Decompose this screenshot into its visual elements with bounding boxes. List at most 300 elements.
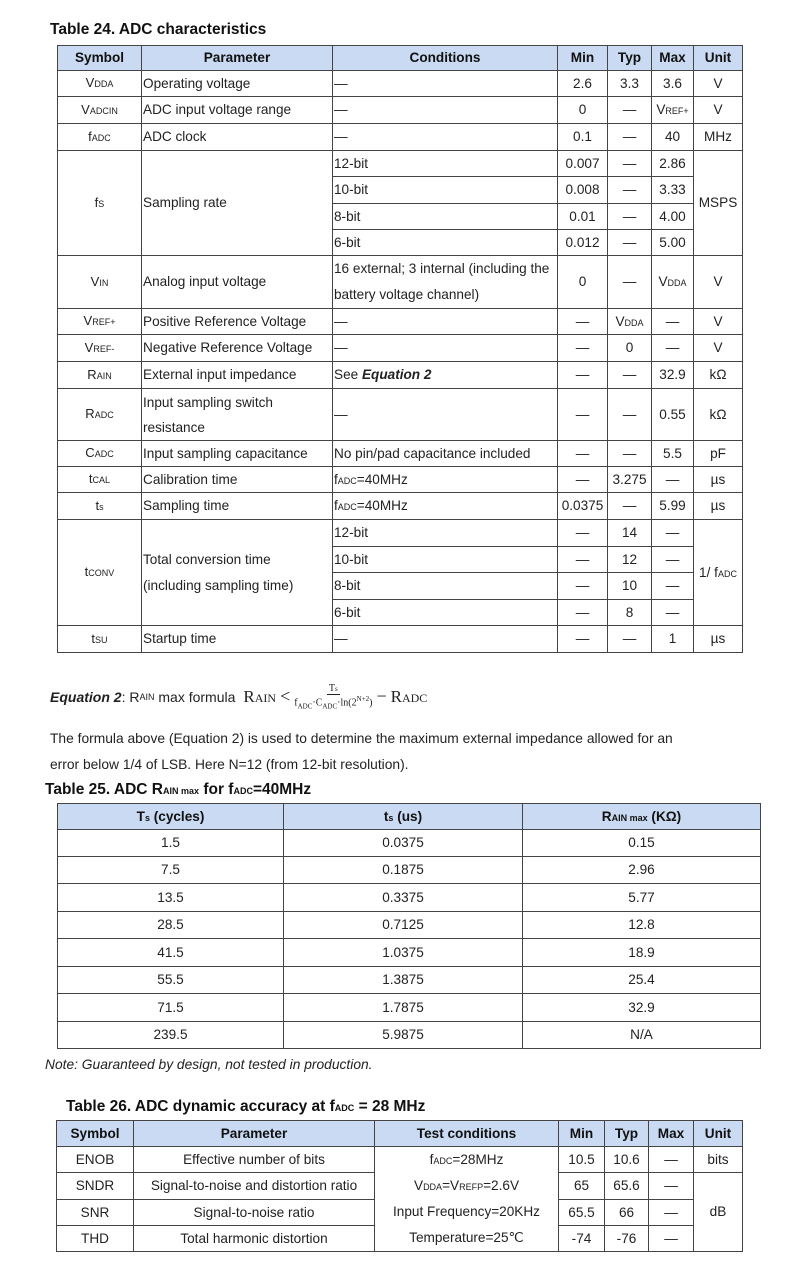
header-max: Max (649, 1121, 694, 1147)
symbol-cell (58, 493, 142, 520)
max-cell: 3.33 (652, 177, 694, 204)
symbol-main: V (83, 313, 93, 329)
parameter-cell: Operating voltage (142, 71, 333, 97)
unit-cell: bits (694, 1147, 743, 1173)
table-row (58, 124, 743, 151)
table-row (58, 884, 761, 912)
parameter-cell: Total harmonic distortion (134, 1226, 375, 1252)
typ-cell: 3.275 (608, 467, 652, 493)
rain-max-cell: 32.9 (523, 994, 761, 1022)
equation-colon: : (121, 688, 130, 705)
rain-max-cell: 0.15 (523, 830, 761, 857)
condition-fadc (375, 1147, 558, 1173)
header-min: Min (559, 1121, 605, 1147)
conditions-cell (333, 493, 558, 520)
max-cell: — (649, 1147, 694, 1173)
header-symbol: Symbol (57, 1121, 134, 1147)
unit-cell: V (694, 97, 743, 124)
parameter-cell: Sampling time (142, 493, 333, 520)
parameter-cell: ADC clock (142, 124, 333, 151)
conditions-cell: 10-bit (333, 177, 558, 204)
max-cell (652, 97, 694, 124)
header-min: Min (558, 46, 608, 71)
typ-cell: — (608, 493, 652, 520)
min-cell: -74 (559, 1226, 605, 1252)
typ-cell: — (608, 441, 652, 467)
min-cell: 0 (558, 97, 608, 124)
table26-dynamic-accuracy (56, 1120, 743, 1252)
rhs-main: R (390, 686, 402, 706)
ts-us-cell: 5.9875 (284, 1022, 523, 1049)
min-cell: 0.008 (558, 177, 608, 204)
numerator-subscript: s (335, 685, 338, 693)
conditions-cell: 16 external; 3 internal (including the battery voltage channel) (333, 256, 558, 309)
max-cell: 3.6 (652, 71, 694, 97)
cond-subscript: DDA (423, 1182, 443, 1192)
table-row (58, 626, 743, 653)
max-cell: 1 (652, 626, 694, 653)
table24-title: Table 24. ADC characteristics (50, 21, 267, 38)
typ-cell: — (608, 389, 652, 441)
ts-cycles-cell: 41.5 (58, 939, 284, 967)
table24-adc-characteristics (57, 45, 743, 653)
rhs-subscript: ADC (401, 690, 428, 705)
cond-rest: =V (442, 1178, 460, 1193)
parameter-cell: Startup time (142, 626, 333, 653)
typ-cell: — (608, 177, 652, 204)
symbol-cell (58, 97, 142, 124)
parameter-cell: Signal-to-noise ratio (134, 1200, 375, 1226)
typ-cell: 10 (608, 573, 652, 600)
symbol-main: t (88, 471, 93, 487)
symbol-subscript: SU (95, 634, 108, 645)
ts-us-cell: 0.1875 (284, 857, 523, 884)
conditions-cell (333, 362, 558, 389)
conditions-cell: 10-bit (333, 547, 558, 573)
less-than-operator: < (280, 686, 291, 707)
table-row (58, 830, 761, 857)
symbol-subscript: ADC (94, 449, 114, 460)
condition-vdda (375, 1173, 558, 1199)
min-cell: — (558, 309, 608, 335)
equation-explanation (50, 726, 770, 778)
symbol-main: V (90, 273, 100, 289)
symbol-cell: SNDR (57, 1173, 134, 1200)
min-cell: — (558, 335, 608, 362)
symbol-cell (58, 335, 142, 362)
header-max: Max (652, 46, 694, 71)
condition-temperature: Temperature=25℃ (409, 1230, 524, 1245)
max-cell: — (649, 1200, 694, 1226)
ts-cycles-cell: 239.5 (58, 1022, 284, 1049)
typ-main: V (615, 313, 625, 329)
max-cell: — (652, 467, 694, 493)
unit-cell: MSPS (694, 151, 743, 256)
conditions-cell: 12-bit (333, 520, 558, 547)
max-cell: 5.00 (652, 230, 694, 256)
header-test-conditions: Test conditions (375, 1121, 559, 1147)
table24-header-row (58, 46, 743, 71)
unit-cell: V (694, 335, 743, 362)
header-ts-cycles (58, 804, 284, 830)
ts-cycles-cell: 71.5 (58, 994, 284, 1022)
symbol-cell (58, 362, 142, 389)
symbol-cell (58, 151, 142, 256)
min-cell: — (558, 626, 608, 653)
symbol-cell (58, 520, 142, 626)
conditions-cell: — (333, 71, 558, 97)
conditions-cell: — (333, 335, 558, 362)
min-cell: 0 (558, 256, 608, 309)
max-cell: — (652, 335, 694, 362)
typ-subscript: DDA (624, 317, 644, 328)
table-row (58, 994, 761, 1022)
min-cell: 65.5 (559, 1200, 605, 1226)
symbol-main: R (87, 366, 97, 382)
typ-cell: — (608, 626, 652, 653)
typ-cell: — (608, 151, 652, 177)
fraction-numerator (327, 683, 340, 695)
table-row (58, 1022, 761, 1049)
conditions-cell: — (333, 626, 558, 653)
table-row (58, 441, 743, 467)
unit-subscript: ADC (717, 568, 737, 579)
max-cell: 5.99 (652, 493, 694, 520)
ts-us-cell: 0.7125 (284, 912, 523, 939)
typ-cell: — (608, 230, 652, 256)
symbol-subscript: IN (99, 277, 109, 288)
equation-label: Equation 2 (50, 688, 122, 705)
min-cell: 0.1 (558, 124, 608, 151)
header-subscript: s (388, 812, 394, 823)
min-cell: — (558, 547, 608, 573)
parameter-cell: Analog input voltage (142, 256, 333, 309)
numerator-main: T (328, 683, 336, 694)
min-cell: 2.6 (558, 71, 608, 97)
symbol-main: V (81, 101, 90, 117)
cond-main: f (334, 498, 338, 514)
ts-cycles-cell: 28.5 (58, 912, 284, 939)
table-row (58, 967, 761, 994)
table-row (58, 151, 743, 177)
min-cell: 0.012 (558, 230, 608, 256)
ts-cycles-cell: 13.5 (58, 884, 284, 912)
parameter-cell: Signal-to-noise and distortion ratio (134, 1173, 375, 1200)
unit-cell (694, 520, 743, 626)
typ-cell: — (608, 97, 652, 124)
conditions-cell: 8-bit (333, 204, 558, 230)
symbol-main: C (85, 445, 95, 461)
parameter-cell: Total conversion time (including sampling time) (142, 520, 333, 626)
max-subscript: REF+ (665, 106, 689, 117)
symbol-main: f (94, 194, 99, 210)
lhs-subscript: AIN (254, 690, 277, 705)
max-cell: 5.5 (652, 441, 694, 467)
header-rest: (KΩ) (647, 808, 682, 824)
unit-cell: pF (694, 441, 743, 467)
symbol-cell: SNR (57, 1200, 134, 1226)
rain-max-cell: 25.4 (523, 967, 761, 994)
cond-rest: =40MHz (356, 471, 408, 487)
cond-main: f (429, 1152, 434, 1167)
title-prefix: Table 26. ADC dynamic accuracy at f (66, 1098, 335, 1115)
parameter-cell: External input impedance (142, 362, 333, 389)
min-cell: — (558, 520, 608, 547)
max-cell: — (649, 1226, 694, 1252)
table-row (58, 362, 743, 389)
table-row (58, 335, 743, 362)
unit-cell: µs (694, 493, 743, 520)
test-conditions-cell (375, 1147, 559, 1252)
header-symbol: Symbol (58, 46, 142, 71)
conditions-cell: — (333, 97, 558, 124)
title-subscript-2: ADC (233, 786, 253, 796)
header-rest: (us) (393, 808, 423, 824)
min-cell: 10.5 (559, 1147, 605, 1173)
conditions-cell: 6-bit (333, 230, 558, 256)
rain-max-cell: 18.9 (523, 939, 761, 967)
conditions-cell: — (333, 124, 558, 151)
table25-title (45, 781, 311, 799)
equation-fraction (294, 683, 372, 710)
header-conditions: Conditions (333, 46, 558, 71)
title-mid: for f (199, 781, 234, 798)
max-main: V (658, 274, 668, 290)
ts-us-cell: 1.0375 (284, 939, 523, 967)
rain-max-cell: 12.8 (523, 912, 761, 939)
max-cell: — (652, 547, 694, 573)
symbol-subscript: S (98, 198, 105, 209)
symbol-cell (58, 256, 142, 309)
header-typ: Typ (605, 1121, 649, 1147)
rain-max-cell: N/A (523, 1022, 761, 1049)
ts-us-cell: 1.3875 (284, 967, 523, 994)
condition-input-frequency: Input Frequency=20KHz (393, 1204, 540, 1219)
table26-header-row (57, 1121, 743, 1147)
typ-cell: 12 (608, 547, 652, 573)
table-row (57, 1147, 743, 1173)
typ-cell: — (608, 256, 652, 309)
unit-cell: V (694, 71, 743, 97)
min-cell: 0.01 (558, 204, 608, 230)
max-cell: — (652, 309, 694, 335)
symbol-subscript: AIN (96, 370, 112, 381)
header-rain-max (523, 804, 761, 830)
symbol-subscript: DDA (94, 79, 114, 90)
ts-us-cell: 0.0375 (284, 830, 523, 857)
unit-cell: µs (694, 626, 743, 653)
parameter-cell: Positive Reference Voltage (142, 309, 333, 335)
equation-desc-subscript: AIN (139, 691, 155, 702)
parameter-cell: Input sampling switch resistance (142, 389, 333, 441)
symbol-cell (58, 441, 142, 467)
header-main: R (601, 808, 612, 824)
parameter-cell: Negative Reference Voltage (142, 335, 333, 362)
typ-cell: — (608, 362, 652, 389)
max-cell: — (652, 573, 694, 600)
rain-max-cell: 2.96 (523, 857, 761, 884)
header-main: T (136, 808, 145, 824)
table-row (58, 520, 743, 547)
symbol-cell (58, 124, 142, 151)
fraction-denominator: $f_{ADC}\cdot C_{ADC}\cdot\ln(2^{N+2})$ (294, 695, 373, 711)
symbol-subscript: ADC (91, 132, 111, 143)
ts-cycles-cell: 55.5 (58, 967, 284, 994)
max-main: V (656, 102, 666, 118)
symbol-main: R (85, 406, 95, 422)
max-cell: 32.9 (652, 362, 694, 389)
parameter-cell: Effective number of bits (134, 1147, 375, 1173)
typ-cell: — (608, 204, 652, 230)
ts-cycles-cell: 1.5 (58, 830, 284, 857)
conditions-cell: 12-bit (333, 151, 558, 177)
unit-cell: kΩ (694, 362, 743, 389)
min-cell: — (558, 441, 608, 467)
table-row (58, 912, 761, 939)
max-cell: 0.55 (652, 389, 694, 441)
min-cell: 0.0375 (558, 493, 608, 520)
conditions-cell: 6-bit (333, 600, 558, 626)
header-parameter: Parameter (142, 46, 333, 71)
symbol-subscript: CONV (88, 568, 115, 579)
header-ts-us (284, 804, 523, 830)
cond-rest-2: =2.6V (483, 1178, 520, 1193)
symbol-main: f (88, 128, 92, 144)
typ-cell: 14 (608, 520, 652, 547)
typ-cell: 66 (605, 1200, 649, 1226)
parameter-cell: Input sampling capacitance (142, 441, 333, 467)
symbol-cell (58, 467, 142, 493)
cond-subscript: ADC (337, 475, 357, 486)
equation-2 (50, 683, 427, 710)
symbol-subscript: ADC (94, 410, 114, 421)
table-row (58, 97, 743, 124)
typ-cell: -76 (605, 1226, 649, 1252)
max-cell: — (652, 600, 694, 626)
cond-main: V (413, 1178, 424, 1193)
ts-us-cell: 0.3375 (284, 884, 523, 912)
equation-desc-main: R (129, 688, 140, 705)
min-cell: — (558, 600, 608, 626)
unit-cell: µs (694, 467, 743, 493)
minus-operator: − (376, 686, 387, 707)
symbol-subscript: REF- (93, 343, 115, 354)
symbol-cell: THD (57, 1226, 134, 1252)
max-cell: 2.86 (652, 151, 694, 177)
max-cell (652, 256, 694, 309)
header-subscript: s (144, 812, 150, 823)
symbol-main: t (84, 564, 89, 580)
max-cell: — (652, 520, 694, 547)
symbol-cell (58, 309, 142, 335)
max-cell: 40 (652, 124, 694, 151)
conditions-cell: 8-bit (333, 573, 558, 600)
symbol-subscript: ADCIN (89, 105, 118, 116)
table-row (58, 467, 743, 493)
equation-rhs (391, 687, 428, 707)
unit-main: 1/ f (699, 564, 718, 580)
unit-cell: dB (694, 1173, 743, 1252)
paragraph-line-2: error below 1/4 of LSB. Here N=12 (from 12-bit resolution). (50, 757, 409, 772)
symbol-main: t (95, 497, 100, 513)
conditions-cell (333, 467, 558, 493)
equation-desc-rest: max formula (154, 688, 236, 705)
table25-note: Note: Guaranteed by design, not tested in production. (45, 1057, 373, 1072)
cond-subscript-2: REFP (459, 1182, 484, 1192)
header-subscript: AIN max (611, 812, 648, 823)
title-suffix: =40MHz (252, 781, 312, 798)
conditions-cell: — (333, 389, 558, 441)
symbol-subscript: CAL (92, 475, 111, 486)
typ-cell: 8 (608, 600, 652, 626)
equation-2-reference-link[interactable]: Equation 2 (361, 367, 432, 383)
symbol-main: t (91, 630, 96, 646)
min-cell: — (558, 389, 608, 441)
lhs-main: R (243, 686, 255, 706)
symbol-subscript: REF+ (92, 317, 116, 328)
unit-cell: kΩ (694, 389, 743, 441)
symbol-cell (58, 626, 142, 653)
table-row (58, 493, 743, 520)
max-cell: 4.00 (652, 204, 694, 230)
cond-rest: =40MHz (356, 498, 408, 514)
typ-cell (608, 309, 652, 335)
min-cell: — (558, 467, 608, 493)
min-cell: 0.007 (558, 151, 608, 177)
header-main: t (383, 808, 389, 824)
typ-cell: — (608, 124, 652, 151)
symbol-subscript: s (99, 501, 104, 512)
ts-us-cell: 1.7875 (284, 994, 523, 1022)
unit-cell: V (694, 309, 743, 335)
header-unit: Unit (694, 46, 743, 71)
min-cell: — (558, 362, 608, 389)
conditions-cell: — (333, 309, 558, 335)
table-row (58, 389, 743, 441)
cond-subscript: ADC (433, 1156, 453, 1166)
symbol-cell: ENOB (57, 1147, 134, 1173)
table25-header-row (58, 804, 761, 830)
parameter-cell: Sampling rate (142, 151, 333, 256)
typ-cell: 3.3 (608, 71, 652, 97)
unit-cell: V (694, 256, 743, 309)
symbol-cell (58, 71, 142, 97)
title-prefix: Table 25. ADC R (45, 781, 163, 798)
title-suffix: = 28 MHz (354, 1098, 426, 1115)
header-unit: Unit (694, 1121, 743, 1147)
symbol-cell (58, 389, 142, 441)
table25-rain-max (57, 803, 761, 1049)
table-row (58, 256, 743, 309)
max-cell: — (649, 1173, 694, 1200)
table-row (58, 309, 743, 335)
min-cell: — (558, 573, 608, 600)
cond-main: f (334, 471, 338, 487)
table-row (58, 939, 761, 967)
header-parameter: Parameter (134, 1121, 375, 1147)
ts-cycles-cell: 7.5 (58, 857, 284, 884)
typ-cell: 0 (608, 335, 652, 362)
typ-cell: 10.6 (605, 1147, 649, 1173)
parameter-cell: ADC input voltage range (142, 97, 333, 124)
symbol-main: V (85, 75, 95, 91)
cond-rest: =28MHz (452, 1152, 504, 1167)
title-subscript: ADC (334, 1103, 355, 1113)
conditions-prefix: See (334, 367, 362, 383)
rain-max-cell: 5.77 (523, 884, 761, 912)
header-typ: Typ (608, 46, 652, 71)
max-subscript: DDA (667, 278, 687, 289)
